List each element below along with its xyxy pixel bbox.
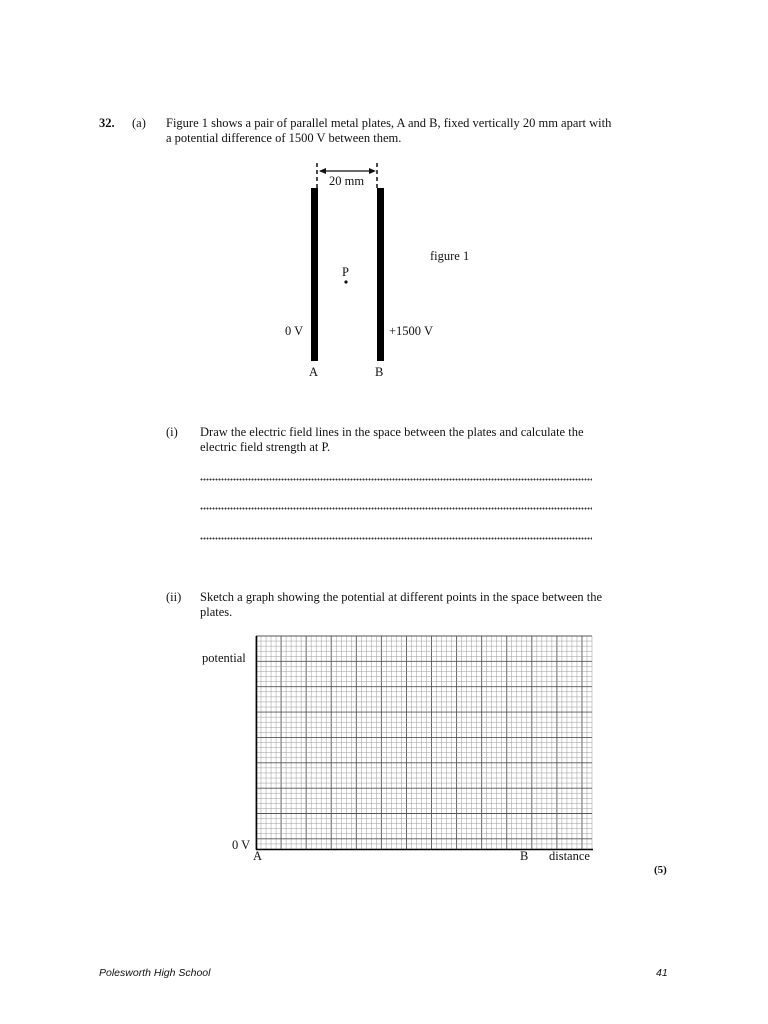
figure-caption: figure 1 <box>430 249 470 263</box>
gap-label: 20 mm <box>329 174 365 188</box>
part-ii-label: (ii) <box>166 590 182 604</box>
question-stem-line-2: a potential difference of 1500 V between them. <box>166 131 402 145</box>
plate-b-label: B <box>375 365 384 379</box>
grid-lines <box>256 636 592 849</box>
footer-school: Polesworth High School <box>99 967 211 979</box>
part-i-label: (i) <box>166 425 178 439</box>
x-axis-label: distance <box>549 849 590 863</box>
x-start-label: A <box>253 849 263 863</box>
part-ii-line-1: Sketch a graph showing the potential at different points in the space between the <box>200 590 603 604</box>
question-part-label: (a) <box>132 116 146 130</box>
plate-a-label: A <box>309 365 319 379</box>
part-ii-line-2: plates. <box>200 605 233 619</box>
y-axis-label: potential <box>202 651 246 665</box>
question-number: 32. <box>99 116 115 130</box>
part-i-line-2: electric field strength at P. <box>200 440 331 454</box>
footer-page-number: 41 <box>656 967 668 979</box>
part-i-line-1: Draw the electric field lines in the space between the plates and calculate the <box>200 425 584 439</box>
origin-label: 0 V <box>232 838 251 852</box>
plate-b-potential: +1500 V <box>389 324 433 338</box>
question-stem-line-1: Figure 1 shows a pair of parallel metal plates, A and B, fixed vertically 20 mm apart with <box>166 116 612 130</box>
x-end-label: B <box>520 849 529 863</box>
point-p-label: P <box>342 265 349 279</box>
plate-a-potential: 0 V <box>285 324 304 338</box>
marks-total: (5) <box>654 864 667 876</box>
